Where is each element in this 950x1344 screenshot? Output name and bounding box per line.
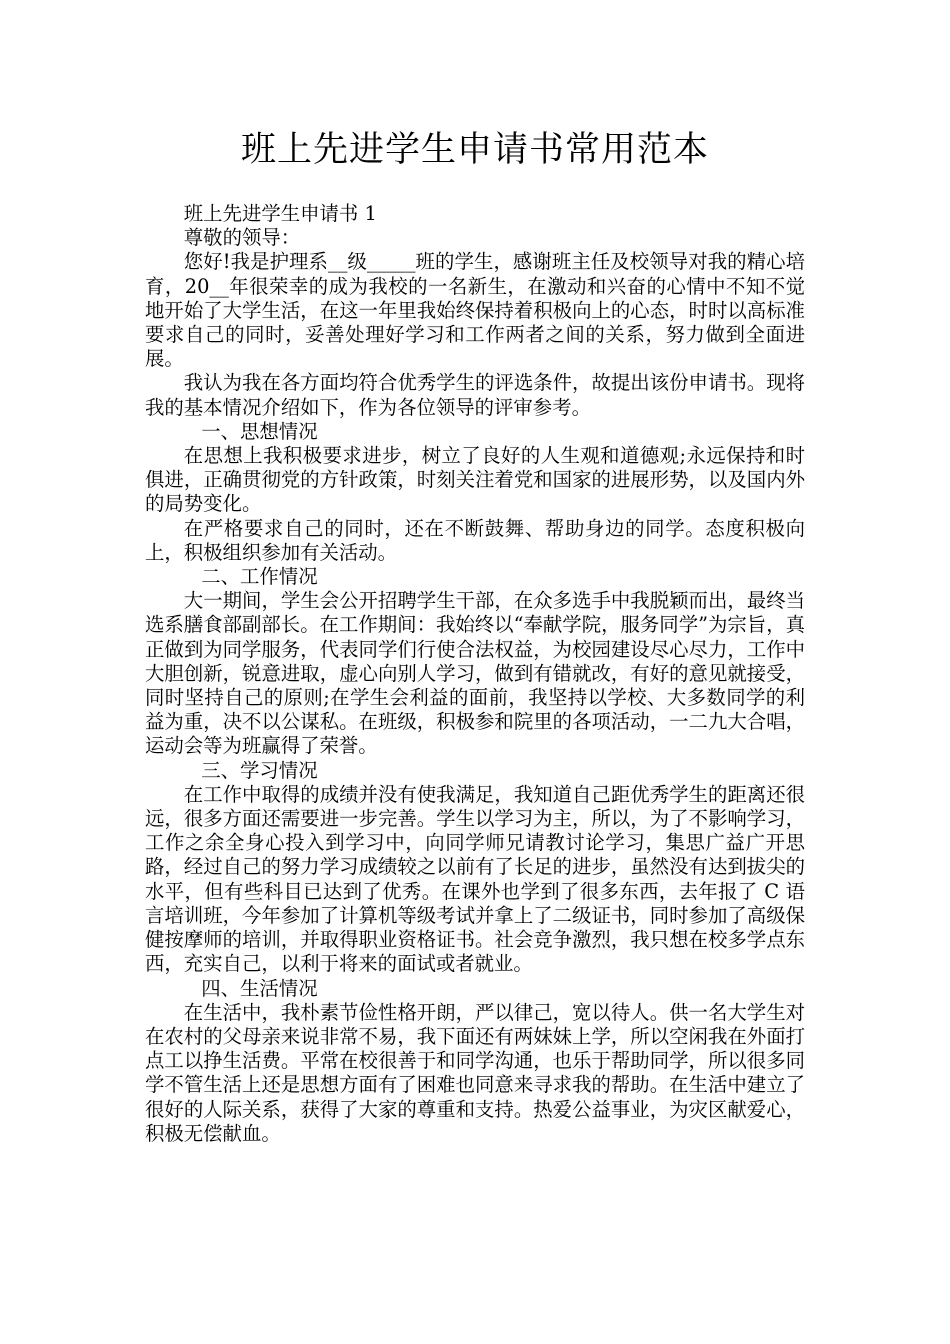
document-title: 班上先进学生申请书常用范本 xyxy=(240,130,709,170)
paragraph-thought-2: 在严格要求自己的同时，还在不断鼓舞、帮助身边的同学。态度积极向上，积极组织参加有关活动。 xyxy=(145,516,805,564)
paragraph-thought-1: 在思想上我积极要求进步，树立了良好的人生观和道德观;永远保持和时俱进，正确贯彻党的方针政策，时刻关注着党和国家的进展形势，以及国内外的局势变化。 xyxy=(145,444,805,516)
section-heading-study: 三、学习情况 xyxy=(201,758,318,782)
paragraph-study: 在工作中取得的成绩并没有使我满足，我知道自己距优秀学生的距离还很远，很多方面还需要进一步完善。学生以学习为主，所以，为了不影响学习，工作之余全身心投入到学习中，向同学师兄请教讨论学习，集思广益广开思路，经过自己的努力学习成绩较之以前有了长足的进步，虽然没有达到拔尖的水平，但有些科目已达到了优秀。在课外也学到了很多东西，去年报了 C 语言培训班，今年参加了计算机等级考试并拿上了二级证书，同时参加了高级保健按摩师的培训，并取得职业资格证书。社会竞争激烈，我只想在校多学点东西，充实自己，以利于将来的面试或者就业。 xyxy=(145,782,805,976)
section-heading-work: 二、工作情况 xyxy=(201,565,318,589)
paragraph-work: 大一期间，学生会公开招聘学生干部，在众多选手中我脱颖而出，最终当选系膳食部副部长。在工作期间：我始终以“奉献学院，服务同学”为宗旨，真正做到为同学服务，代表同学们行使合法权益，为校园建设尽心尽力，工作中大胆创新，锐意进取，虚心向别人学习，做到有错就改，有好的意见就接受，同时坚持自己的原则;在学生会利益的面前，我坚持以学校、大多数同学的利益为重，决不以公谋私。在班级，积极参和院里的各项活动，一二九大合唱，运动会等为班赢得了荣誉。 xyxy=(145,589,805,758)
document-body xyxy=(145,202,805,1146)
section-heading-thought: 一、思想情况 xyxy=(201,419,318,443)
paragraph-intro: 您好!我是护理系__级_____班的学生，感谢班主任及校领导对我的精心培育，20__年很荣幸的成为我校的一名新生，在激动和兴奋的心情中不知不觉地开始了大学生活，在这一年里我始终保持着积极向上的心态，时时以高标准要求自己的同时，妥善处理好学习和工作两者之间的关系，努力做到全面进展。 xyxy=(145,250,805,371)
paragraph-life: 在生活中，我朴素节俭性格开朗，严以律己，宽以待人。供一名大学生对在农村的父母亲来说非常不易，我下面还有两妹妹上学，所以空闲我在外面打点工以挣生活费。平常在校很善于和同学沟通，也乐于帮助同学，所以很多同学不管生活上还是思想方面有了困难也同意来寻求我的帮助。在生活中建立了很好的人际关系，获得了大家的尊重和支持。热爱公益事业，为灾区献爱心，积极无偿献血。 xyxy=(145,1000,805,1145)
salutation: 尊敬的领导： xyxy=(183,226,301,250)
section-heading-life: 四、生活情况 xyxy=(201,976,318,1000)
paragraph-application: 我认为我在各方面均符合优秀学生的评选条件，故提出该份申请书。现将我的基本情况介绍如下，作为各位领导的评审参考。 xyxy=(145,371,805,419)
document-subtitle: 班上先进学生申请书 1 xyxy=(183,202,377,225)
